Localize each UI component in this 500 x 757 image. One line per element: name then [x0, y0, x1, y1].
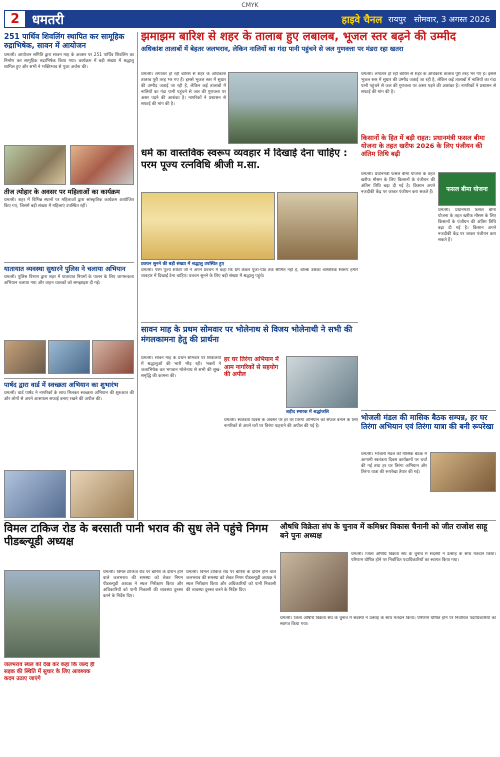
bhojali-photo — [430, 452, 496, 492]
left-photo-3 — [4, 340, 46, 374]
traffic-box — [4, 262, 134, 345]
pmfb-body: धमतरी। प्रधानमंत्री फसल बीमा योजना के तहत खरीफ मौसम के लिए किसानों के पंजीयन की अंतिम तिथि बढ़ा दी गई है। किसान अपने नजदीकी केंद्र पर जाकर पंजीयन करा सकते हैं। — [361, 172, 435, 196]
bottom-left-story — [4, 378, 134, 471]
left-photo-7 — [70, 470, 134, 518]
bottom-left-headline: पार्षद द्वारा वार्ड में स्वच्छता अभियान का शुभारंभ — [4, 381, 119, 389]
left-photo-4 — [48, 340, 90, 374]
left-story-headline: 251 पार्थिव शिवलिंग स्थापित कर सामूहिक रुद्राभिषेक, सावन में आयोजन — [4, 32, 125, 50]
bhojali-body: धमतरी। भोजली मंडल की मासिक बैठक में आगामी स्वतंत्रता दिवस कार्यक्रमों पर चर्चा की गई तथा हर घर तिरंगा अभियान और तिरंगा यात्रा की रूपरेखा तैयार की गई। — [361, 452, 427, 476]
bhojali-story — [361, 410, 496, 453]
sawan-headline: सावन माह के प्रथम सोमवार पर भोलेनाथ से विजय भोलेनाथी ने सभी की मंगलकामना हेतु की प्रार्थना — [141, 325, 353, 344]
dharm-photo-2 — [277, 192, 358, 260]
pmfb-badge-label: फसल बीमा योजना — [446, 186, 488, 193]
photo-story-headline: तीज त्योहार के अवसर पर महिलाओं का कार्यक्रम — [4, 188, 120, 196]
pmfb-body-2: धमतरी। प्रधानमंत्री फसल बीमा योजना के तहत खरीफ मौसम के लिए किसानों के पंजीयन की अंतिम तिथि बढ़ा दी गई है। किसान अपने नजदीकी केंद्र पर जाकर पंजीयन करा सकते हैं। — [438, 208, 496, 244]
left-photo-5 — [92, 340, 134, 374]
photo-story — [4, 188, 134, 258]
lead-photo — [228, 72, 358, 144]
dharm-photo — [141, 192, 275, 260]
dharm-caption: प्रवचन सुनने की बड़ी संख्या में श्रद्धालु उपस्थित हुए — [141, 262, 225, 267]
vimal-subhead-box — [4, 662, 100, 706]
bhojali-headline: भोजली मंडल की मासिक बैठक सम्पन्न, हर घर तिरंगा अभियान एवं तिरंगा यात्रा की बनी रूपरेखा — [361, 413, 494, 431]
left-story — [4, 32, 134, 142]
aushadhi-story — [280, 522, 496, 548]
vimal-photo — [4, 570, 100, 658]
horizontal-rule-1 — [4, 520, 496, 521]
vimal-headline: विमल टाकिज रोड के बरसाती पानी भराव की सुध लेने पहुंचे निगम पीडब्ल्यूडी अध्यक्ष — [4, 522, 268, 548]
left-story-body: धमतरी। आयोजन समिति द्वारा सावन माह के अवसर पर 251 पार्थिव शिवलिंग का निर्माण कर सामूहिक रुद्राभिषेक किया गया। कार्यक्रम में बड़ी संख्या में श्रद्धालु शामिल हुए और सभी ने भक्तिभाव से पूजा अर्चना की। — [4, 53, 134, 71]
traffic-box-headline: यातायात व्यवस्था सुधारने पुलिस ने चलाया अभियान — [4, 265, 126, 273]
vimal-subhead: जलभराव स्थल को देख कर कहा कि जल्द ही सड़क की स्थिति में सुधार के लिए आवश्यक कदम उठाए जाएंगे — [4, 662, 95, 682]
vimal-story — [4, 522, 276, 566]
inset-body: धमतरी। स्वतंत्रता दिवस के अवसर पर हर घर तिरंगा अभियान को सफल बनाने के लिए नागरिकों से अपने घरों पर तिरंगा फहराने की अपील की गई है। — [224, 418, 358, 430]
pmfb-story — [361, 134, 496, 170]
dharm-body: धमतरी। परम पूज्य साध्वी जी ने अपने प्रवचन में कहा कि धर्म केवल पूजा-पाठ तक सीमित नहीं है, बल्कि उसका वास्तविक स्वरूप हमारे व्यवहार में दिखाई देना चाहिए। प्रवचन सुनने के लिए बड़ी संख्या में श्रद्धालु पहुंचे। — [141, 268, 358, 280]
cmyk-marker: CMYK — [241, 2, 259, 9]
left-photo-2 — [70, 145, 134, 185]
paper-name: हाइवे चैनल — [341, 15, 383, 26]
inset-story — [224, 356, 284, 416]
lead-body-cont: धमतरी। लगातार हो रही बारिश से शहर के अधिकांश तालाब पूरी तरह भर गए हैं। इससे भूजल स्तर में सुधार की उम्मीद जताई जा रही है, लेकिन कई तालाबों में नालियों का गंदा पानी पहुंचने से जल की गुणवत्ता पर असर पड़ने की आशंका है। नागरिकों ने प्रशासन से सफाई की मांग की है। — [361, 72, 496, 96]
dharm-headline: धर्म का वास्तविक स्वरूप व्यवहार में दिखाई देना चाहिए : परम पूज्य रत्नविधि श्रीजी म.सा. — [141, 148, 348, 171]
vimal-body: धमतरी। विमल टाकिज रोड पर बारिश के दौरान होने वाले जलभराव की समस्या को लेकर निगम पीडब्ल्यूडी अध्यक्ष ने स्थल निरीक्षण किया और अधिकारियों को पानी निकासी की व्यवस्था दुरुस्त करने के निर्देश दिए। — [103, 570, 183, 600]
lead-story — [141, 30, 496, 70]
lead-headline: झमाझम बारिश से शहर के तालाब हुए लबालब, भूजल स्तर बढ़ने की उम्मीद — [141, 30, 456, 43]
masthead — [4, 10, 496, 28]
issue-date: सोमवार, 3 अगस्त 2026 — [414, 14, 490, 24]
photo-story-body: धमतरी। शहर में विभिन्न स्थानों पर महिलाओं द्वारा सांस्कृतिक कार्यक्रम आयोजित किए गए, जिसमें बड़ी संख्या में महिलाएं उपस्थित रहीं। — [4, 198, 134, 210]
sawan-story — [141, 322, 358, 355]
vimal-body-2: धमतरी। विमल टाकिज रोड पर बारिश के दौरान होने वाले जलभराव की समस्या को लेकर निगम पीडब्ल्यूडी अध्यक्ष ने स्थल निरीक्षण किया और अधिकारियों को पानी निकासी की व्यवस्था दुरुस्त करने के निर्देश दिए। — [186, 570, 276, 594]
inset-caption: शहीद स्मारक में श्रद्धांजलि — [286, 410, 329, 415]
section-title: धमतरी — [32, 13, 64, 28]
lead-body-col3 — [361, 72, 496, 132]
column-divider — [137, 32, 138, 520]
lead-body: धमतरी। लगातार हो रही बारिश से शहर के अधिकांश तालाब पूरी तरह भर गए हैं। इससे भूजल स्तर में सुधार की उम्मीद जताई जा रही है, लेकिन कई तालाबों में नालियों का गंदा पानी पहुंचने से जल की गुणवत्ता पर असर पड़ने की आशंका है। नागरिकों ने प्रशासन से सफाई की मांग की है। — [141, 72, 226, 108]
traffic-box-body: धमतरी। पुलिस विभाग द्वारा शहर में यातायात नियमों के पालन के लिए जागरूकता अभियान चलाया गया और वाहन चालकों को समझाइश दी गई। — [4, 275, 134, 287]
dharm-story — [141, 148, 358, 192]
aushadhi-body: धमतरी। जिला औषधि विक्रेता संघ के चुनाव में सदस्यों ने उत्साह के साथ मतदान किया। परिणाम घोषित होने पर निर्वाचित पदाधिकारियों का स्वागत किया गया। — [351, 552, 496, 564]
aushadhi-headline: औषधि विक्रेता संघ के चुनाव में कमिश्नर विकास चैनानी को जीत राजोश साहू बने पुनः अध्यक्ष — [280, 522, 488, 540]
sawan-body: धमतरी। सावन माह के प्रथम सोमवार पर शिवालयों में श्रद्धालुओं की भारी भीड़ रही। भक्तों ने जलाभिषेक कर भगवान भोलेनाथ से सभी की सुख-समृद्धि की कामना की। — [141, 356, 221, 380]
left-photo-1 — [4, 145, 66, 185]
pmfb-headline: किसानों के हित में बड़ी राहत: प्रधानमंत्री फसल बीमा योजना के तहत खरीफ 2026 के लिए पंजीयन की अंतिम तिथि बढ़ी — [361, 134, 485, 158]
bottom-left-body: धमतरी। वार्ड पार्षद ने नागरिकों के साथ मिलकर स्वच्छता अभियान की शुरुआत की और लोगों से अपने आसपास सफाई बनाए रखने की अपील की। — [4, 391, 134, 403]
aushadhi-photo — [280, 552, 348, 612]
aushadhi-body-2: धमतरी। जिला औषधि विक्रेता संघ के चुनाव में सदस्यों ने उत्साह के साथ मतदान किया। परिणाम घोषित होने पर निर्वाचित पदाधिकारियों का स्वागत किया गया। — [280, 616, 496, 628]
lead-deck: अधिकांश तालाबों में बेहतर जलभराव, लेकिन नालियों का गंदा पानी पहुंचने से जल गुणवत्ता पर मंडरा रहा खतरा — [141, 45, 404, 53]
pmfb-badge — [438, 172, 496, 206]
inset-photo — [286, 356, 358, 408]
page-number: 2 — [4, 10, 26, 28]
city: रायपुर — [388, 14, 407, 24]
inset-headline: हर घर तिरंगा अभियान में आम नागरिकों से सहयोग की अपील — [224, 356, 279, 378]
left-photo-6 — [4, 470, 66, 518]
